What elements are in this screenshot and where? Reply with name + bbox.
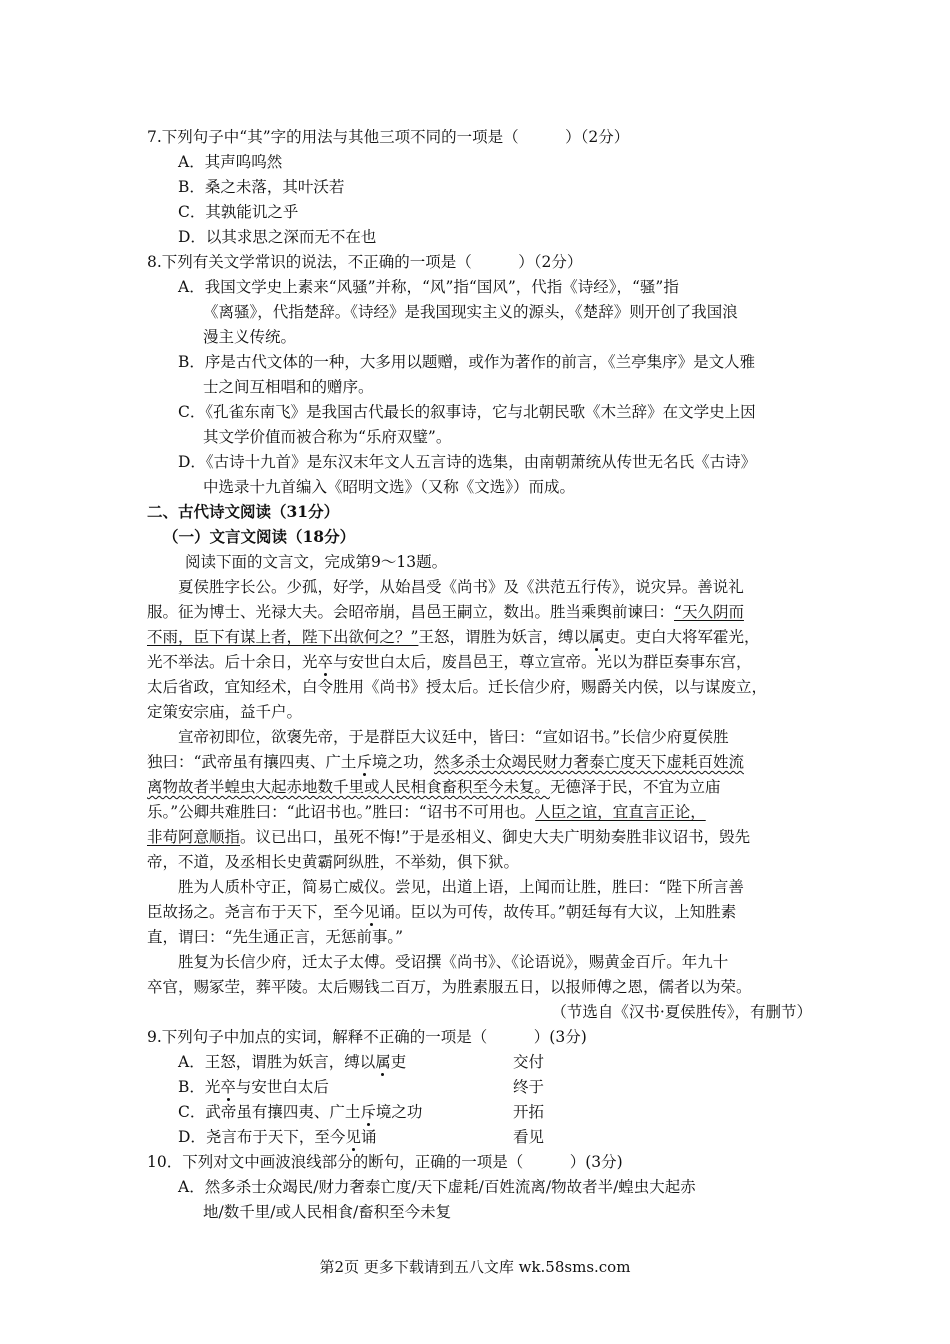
passage-p1-line6: 定策安宗庙，益千户。	[147, 703, 303, 721]
passage-p4-line2: 卒官，赐冢茔，葬平陵。太后赐钱二百万，为胜素服五日，以报师傅之恩，儒者以为荣。	[147, 978, 752, 996]
q10-option-a-line1: A．然多杀士众竭民/财力奢泰亡度/天下虚耗/百姓流离/物故者半/蝗虫大起赤	[178, 1178, 696, 1196]
q8-option-b-line1: B．序是古代文体的一种，大多用以题赠，或作为著作的前言，《兰亭集序》是文人雅	[178, 353, 756, 371]
passage-p1-line1: 夏侯胜字长公。少孤，好学，从始昌受《尚书》及《洪范五行传》，说灾异。善说礼	[178, 578, 744, 596]
q7-option-b: B．桑之未落，其叶沃若	[178, 178, 345, 196]
instruction-text: 阅读下面的文言文，完成第9～13题。	[185, 553, 448, 571]
passage-p2-line3: 离物故者半蝗虫大起赤地数千里或人民相食畜积至今未复。无德泽于民，不宜为立庙	[147, 778, 721, 796]
q8-option-b-line2: 士之间互相唱和的赠序。	[203, 378, 374, 396]
passage-p1-line5: 太后省政，宜知经术，白令胜用《尚书》授太后。迁长信少府，赐爵关内侯，以与谋废立，	[147, 678, 768, 696]
q8-option-c-line1: C．《孔雀东南飞》是我国古代最长的叙事诗，它与北朝民歌《木兰辞》在文学史上因	[178, 403, 756, 421]
passage-p2-line5: 非苟阿意顺指。议已出口，虽死不悔!”于是丞相义、御史大夫广明劾奏胜非议诏书，毁先	[147, 828, 751, 846]
passage-p1-line3: 不雨，臣下有谋上者，陛下出欲何之？”王怒，谓胜为妖言，缚以属吏。吏白大将军霍光，	[147, 628, 760, 646]
q8-option-a-line2: 《离骚》，代指楚辞。《诗经》是我国现实主义的源头，《楚辞》则开创了我国浪	[203, 303, 738, 321]
q9-option-b: B．光卒与安世白太后	[178, 1078, 329, 1096]
q7-option-a: A．其声呜呜然	[178, 153, 283, 171]
passage-p2-line2: 独曰：“武帝虽有攘四夷、广土斥境之功，然多杀士众竭民财力奢泰亡度天下虚耗百姓流	[147, 753, 744, 771]
q8-option-a-line3: 漫主义传统。	[203, 328, 297, 346]
passage-p3-line1: 胜为人质朴守正，简易亡威仪。尝见，出道上语，上闻而让胜，胜曰：“陛下所言善	[178, 878, 744, 896]
q9-option-a: A．王怒，谓胜为妖言，缚以属吏	[178, 1053, 407, 1071]
q9-option-d: D．尧言布于天下，至今见诵	[178, 1128, 377, 1146]
passage-p1-line4: 光不举法。后十余日，光卒与安世白太后，废昌邑王，尊立宣帝。光以为群臣奏事东宫，	[147, 653, 752, 671]
passage-p1-line2: 服。征为博士、光禄大夫。会昭帝崩，昌邑王嗣立，数出。胜当乘舆前谏曰：“天久阴而	[147, 603, 744, 621]
q7-stem: 7.下列句子中“其”字的用法与其他三项不同的一项是（ ）（2分）	[147, 128, 630, 146]
passage-p2-line1: 宣帝初即位，欲褒先帝，于是群臣大议廷中，皆曰：“宣如诏书。”长信少府夏侯胜	[178, 728, 729, 746]
q8-stem: 8.下列有关文学常识的说法，不正确的一项是（ ）（2分）	[147, 253, 583, 271]
page-footer: 第2页 更多下载请到五八文库 wk.58sms.com	[319, 1258, 631, 1276]
passage-p3-line3: 直，谓曰：“先生通正言，无惩前事。”	[147, 928, 404, 946]
q8-option-a-line1: A．我国文学史上素来“风骚”并称，“风”指“国风”，代指《诗经》，“骚”指	[178, 278, 679, 296]
q10-stem: 10．下列对文中画波浪线部分的断句，正确的一项是（ ）(3分)	[147, 1153, 623, 1171]
passage-p3-line2: 臣故扬之。尧言布于天下，至今见诵。臣以为可传，故传耳。”朝廷每有大议，上知胜素	[147, 903, 737, 921]
q10-option-a-line2: 地/数千里/或人民相食/畜积至今未复	[203, 1203, 452, 1221]
q9-option-d-meaning: 看见	[513, 1128, 545, 1146]
passage-p4-line1: 胜复为长信少府，迁太子太傅。受诏撰《尚书》、《论语说》，赐黄金百斤。年九十	[178, 953, 729, 971]
subsection-title: （一）文言文阅读（18分）	[163, 527, 356, 546]
section-title: 二、古代诗文阅读（31分）	[147, 502, 340, 521]
passage-p2-line6: 帝，不道，及丞相长史黄霸阿纵胜，不举劾，俱下狱。	[147, 853, 520, 871]
q9-option-b-meaning: 终于	[513, 1078, 545, 1096]
q9-option-c: C．武帝虽有攘四夷、广土斥境之功	[178, 1103, 423, 1121]
q9-option-a-meaning: 交付	[513, 1053, 545, 1071]
q9-stem: 9.下列句子中加点的实词，解释不正确的一项是（ ）(3分)	[147, 1028, 587, 1046]
passage-p2-line4: 乐。”公卿共难胜曰：“此诏书也。”胜曰：“诏书不可用也。人臣之谊，宜直言正论，	[147, 803, 706, 821]
q7-option-d: D．以其求思之深而无不在也	[178, 228, 377, 246]
q8-option-d-line2: 中选录十九首编入《昭明文选》（又称《文选》）而成。	[203, 478, 576, 496]
q7-option-c: C．其孰能讥之乎	[178, 203, 299, 221]
q8-option-d-line1: D．《古诗十九首》是东汉末年文人五言诗的选集，由南朝萧统从传世无名氏《古诗》	[178, 453, 757, 471]
q9-option-c-meaning: 开拓	[513, 1103, 545, 1121]
passage-source: （节选自《汉书·夏侯胜传》，有删节）	[551, 1003, 812, 1021]
q8-option-c-line2: 其文学价值而被合称为“乐府双璧”。	[203, 428, 452, 446]
